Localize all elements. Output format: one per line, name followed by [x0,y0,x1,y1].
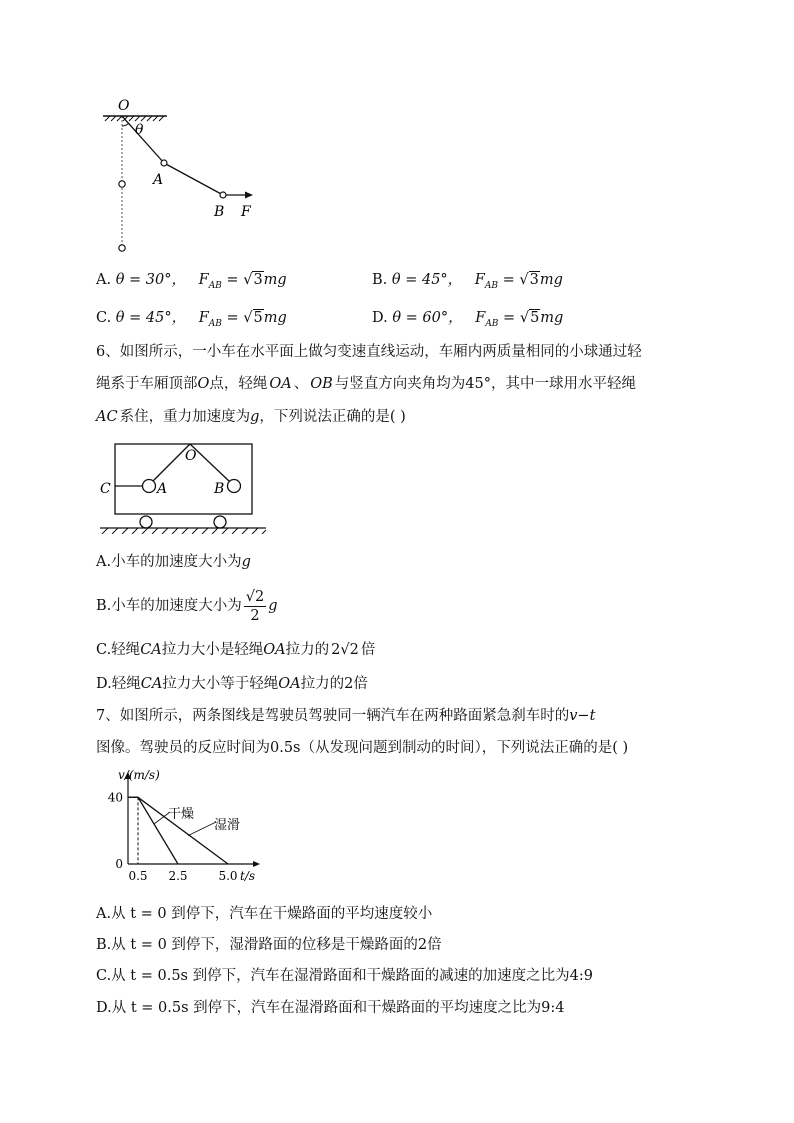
y-tick-label: 40 [107,790,123,805]
q7-option-d: D.从 t = 0.5s 到停下，汽车在湿滑路面和干燥路面的平均速度之比为9:4 [96,1000,565,1016]
label-F: F [241,204,251,220]
q6-option-c: C.轻绳CA拉力大小是轻绳OA拉力的 2√2 倍 [96,642,376,658]
label-O: O [118,98,130,114]
q6-option-b: B.小车的加速度大小为 $\frac{√2}{2}$ g [96,588,278,624]
q7-stem-line1: 7、如图所示，两条图线是驾驶员驾驶同一辆汽车在两种路面紧急刹车时的v−t [96,708,596,724]
figure-q5-pendulum [95,92,265,260]
q6-option-d: D.轻绳CA拉力大小等于轻绳OA拉力的2倍 [96,676,368,692]
q5-option-d: D. θ = 60°， $F_{AB} = √5mg$ [372,310,564,329]
cart-label-C: C [100,481,111,497]
cart-label-B: B [214,481,225,497]
vt-chart [92,766,262,890]
q6-stem-line1: 6、如图所示，一小车在水平面上做匀变速直线运动，车厢内两质量相同的小球通过轻 [96,344,642,360]
q7-option-c: C.从 t = 0.5s 到停下，汽车在湿滑路面和干燥路面的减速的加速度之比为4:9 [96,968,593,984]
q5-option-a: A. θ = 30°， $F_{AB} = √3mg$ [96,272,287,291]
figure-q6-cart [96,438,271,534]
chart-ylabel: v/(m/s) [118,768,160,782]
q7-option-a: A.从 t = 0 到停下，汽车在干燥路面的平均速度较小 [96,906,433,922]
q6-option-a: A.小车的加速度大小为g [96,554,251,570]
label-theta: θ [135,122,144,138]
q7-stem-line2: 图像。驾驶员的反应时间为0.5s（从发现问题到制动的时间），下列说法正确的是( ) [96,740,629,756]
x-tick-label: 2.5 [168,869,188,883]
chart-x-arrow [253,861,260,867]
q7-option-b: B.从 t = 0 到停下，湿滑路面的位移是干燥路面的2倍 [96,937,442,953]
q5-option-c: C. θ = 45°， $F_{AB} = √5mg$ [96,310,287,329]
x-tick-label: 0.5 [128,869,148,883]
label-A: A [153,172,164,188]
cart-label-A: A [157,481,168,497]
label-B: B [214,204,225,220]
leader-wet [188,822,216,836]
chart-xlabel: t/s [240,869,256,883]
x-tick-label: 5.0 [218,869,238,883]
cart-label-O: O [185,448,197,464]
q6-stem-line2: 绳系于车厢顶部O点，轻绳 OA 、 OB 与竖直方向夹角均为45°，其中一球用水平轻绳 [96,376,636,392]
series-label-wet: 湿滑 [214,818,241,833]
series-label-dry: 干燥 [168,807,195,822]
q5-option-b: B. θ = 45°， $F_{AB} = √3mg$ [372,272,563,291]
y-tick-label: 0 [115,857,123,871]
q6-stem-line3: AC 系住，重力加速度为g，下列说法正确的是( ) [96,409,406,425]
